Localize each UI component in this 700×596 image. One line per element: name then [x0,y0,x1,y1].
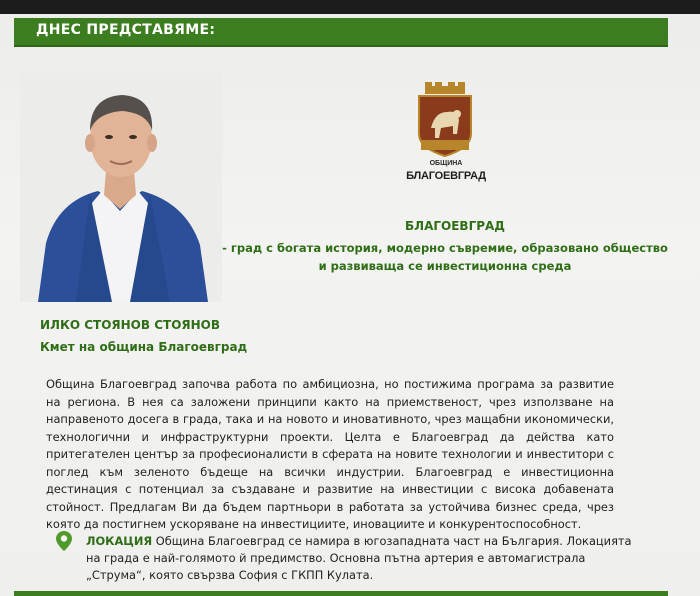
footer-bar [14,591,668,596]
location-label: ЛОКАЦИЯ [86,534,153,548]
top-shade [0,0,700,14]
logo-caption-line2: БЛАГОЕВГРАД [406,170,486,182]
city-subtitle-line2: и развиваща се инвестиционна среда [318,259,572,273]
section-title: ДНЕС ПРЕДСТАВЯМЕ: [36,22,216,38]
coat-of-arms-icon [409,82,481,162]
logo-caption-line1: ОБЩИНА [429,160,463,167]
municipality-logo [409,82,481,182]
section-header [14,18,668,47]
map-pin-icon [56,531,72,551]
location-paragraph [86,533,636,584]
city-title: БЛАГОЕВГРАД [404,219,505,233]
mayor-photo [20,73,222,302]
mayor-name: ИЛКО СТОЯНОВ СТОЯНОВ [40,318,221,332]
city-subtitle-line1: - град с богата история, модерно съвремие, образовано общество [222,241,668,255]
city-subtitle [215,239,675,275]
mayor-role: Кмет на община Благоевград [40,340,248,354]
intro-paragraph: Община Благоевград започва работа по амбициозна, но постижима програма за развитие на региона. В нея са заложени принципи както на приемственост, чрез използване на направеното досега в града, така и на новото и иновативното, чрез мащабни икономически, технологични и инфраструктурни проекти. Целта е Благоевград да действа като притегателен център за професионалисти в сферата на новите технологии и инвеститори с поглед към зеленото бъдеще на всички индустрии. Благоевград е инвестиционна дестинация с потенциал за създаване и развитие на инвестиции с висока добавената стойност. Предлагам Ви да бъдем партньори в работата за устойчива бизнес среда, чрез която да постигнем ускоряване на инвестициите, иновациите и конкурентоспособност. [46,377,614,531]
mayor-portrait-illustration [20,73,222,302]
location-text: Община Благоевград се намира в югозападната част на България. Локацията на града е най-голямото й предимство. Основна пътна артерия е автомагистрала „Струма“, която свързва София с ГКПП Кулата. [86,534,632,582]
